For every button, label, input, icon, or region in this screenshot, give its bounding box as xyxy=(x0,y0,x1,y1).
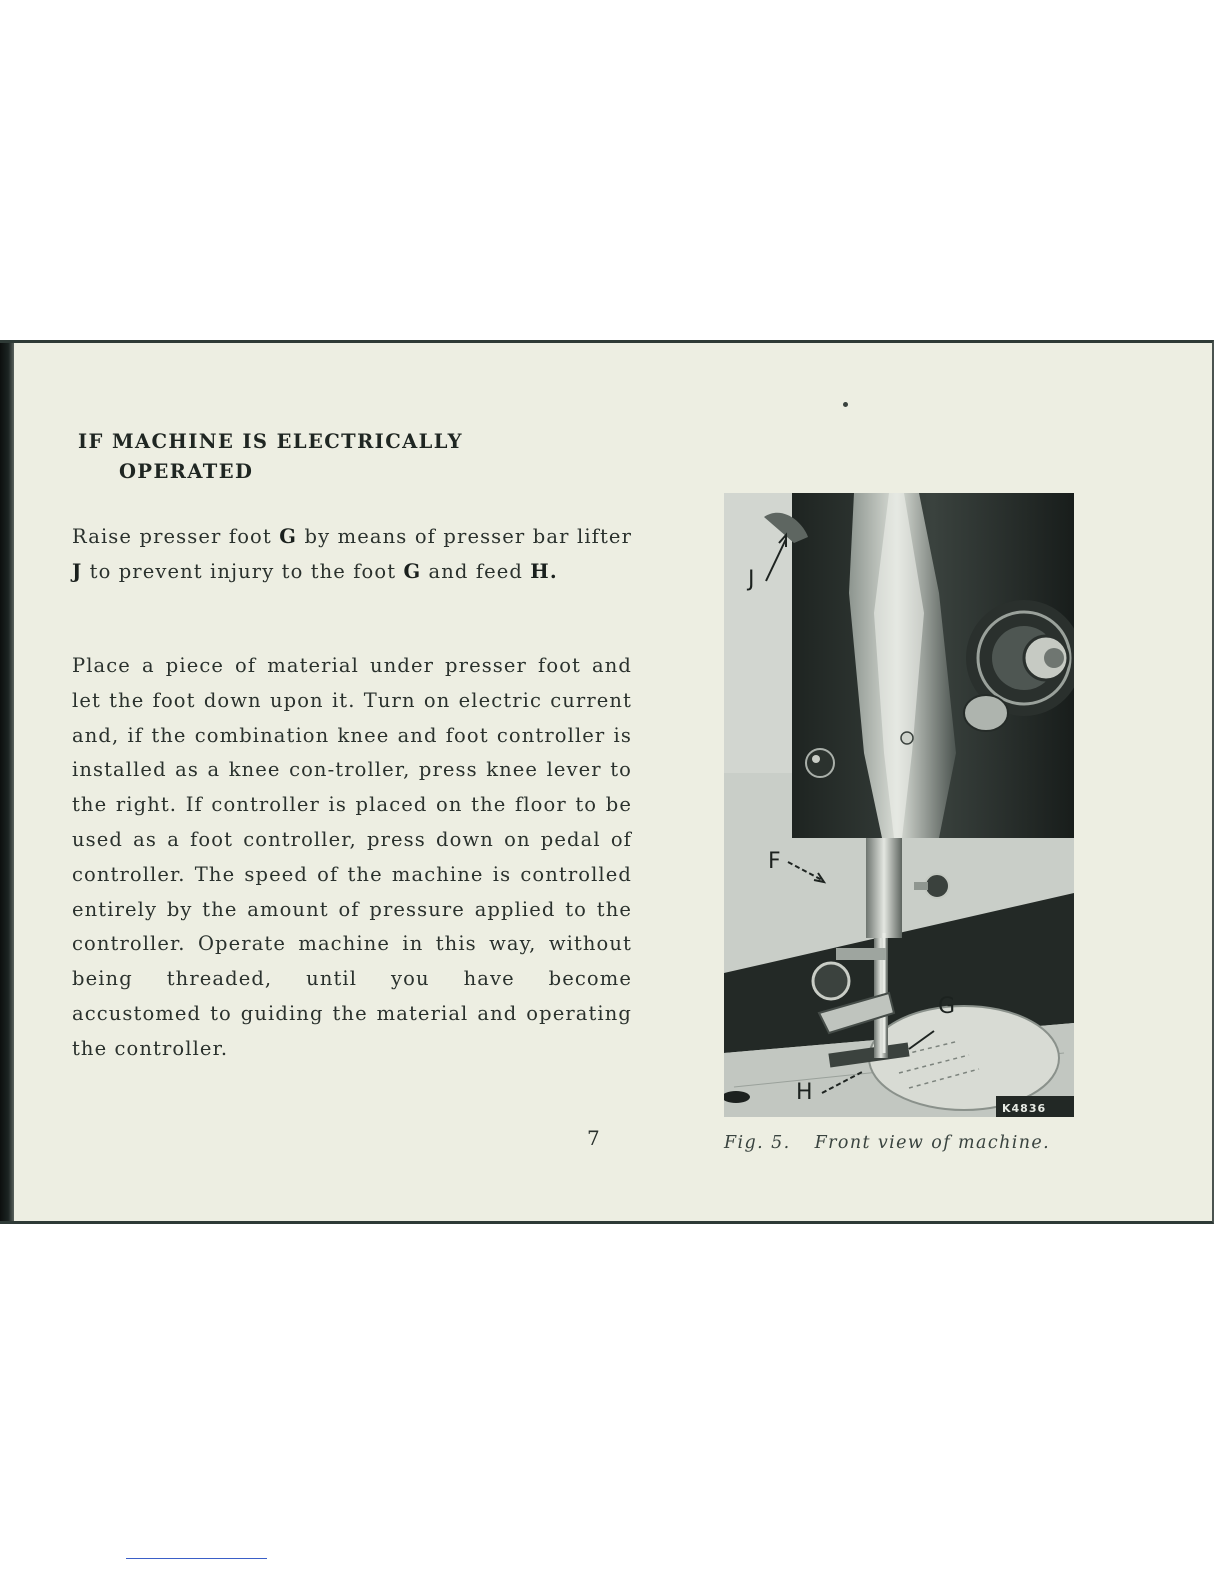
bottom-link-underline xyxy=(126,1558,267,1559)
p1-text-4: and feed xyxy=(421,559,531,583)
scanned-page xyxy=(0,340,1214,1224)
p1-ref-g: G xyxy=(279,525,298,548)
caption-prefix: Fig. 5. xyxy=(724,1133,791,1153)
sewing-machine-illustration xyxy=(724,493,1074,1117)
photo-code: K4836 xyxy=(1002,1102,1047,1115)
dust-speck xyxy=(843,402,848,407)
paragraph-operate-controller: Place a piece of material under presser foot and let the foot down upon it. Turn on electric current and, if the combination knee and foot controller is installed as a knee con-troller, press knee lever to the right. If controller is placed on the floor to be used as a foot controller, press down on pedal of controller. The speed of the machine is controlled entirely by the amount of pressure applied to the controller. Operate machine in this way, without being threaded, until you have become accustomed to guiding the material and operating the controller. xyxy=(72,654,632,1060)
label-f: F xyxy=(768,849,781,874)
p1-ref-g-2: G xyxy=(403,559,422,583)
p1-text-1: Raise presser foot xyxy=(72,525,280,548)
p1-text-2: by means of presser bar lifter xyxy=(297,525,632,548)
page-number: 7 xyxy=(587,1126,600,1150)
label-j: J xyxy=(748,567,755,592)
paragraph-raise-presser-foot xyxy=(72,520,632,590)
figure-caption xyxy=(724,1133,1084,1153)
p1-ref-j: J xyxy=(72,559,83,583)
heading-line-1: IF MACHINE IS ELECTRICALLY xyxy=(78,430,463,453)
label-h: H xyxy=(796,1080,813,1105)
scan-edge-shadow xyxy=(0,343,14,1221)
machine-front-view-photo xyxy=(724,493,1074,1117)
p1-ref-h: H. xyxy=(530,559,558,583)
p1-text-3: to prevent injury to the foot xyxy=(82,559,404,583)
caption-text: Front view of machine. xyxy=(814,1133,1051,1153)
heading-line-2: OPERATED xyxy=(119,460,254,483)
label-g: G xyxy=(938,994,956,1019)
section-heading xyxy=(78,427,463,487)
